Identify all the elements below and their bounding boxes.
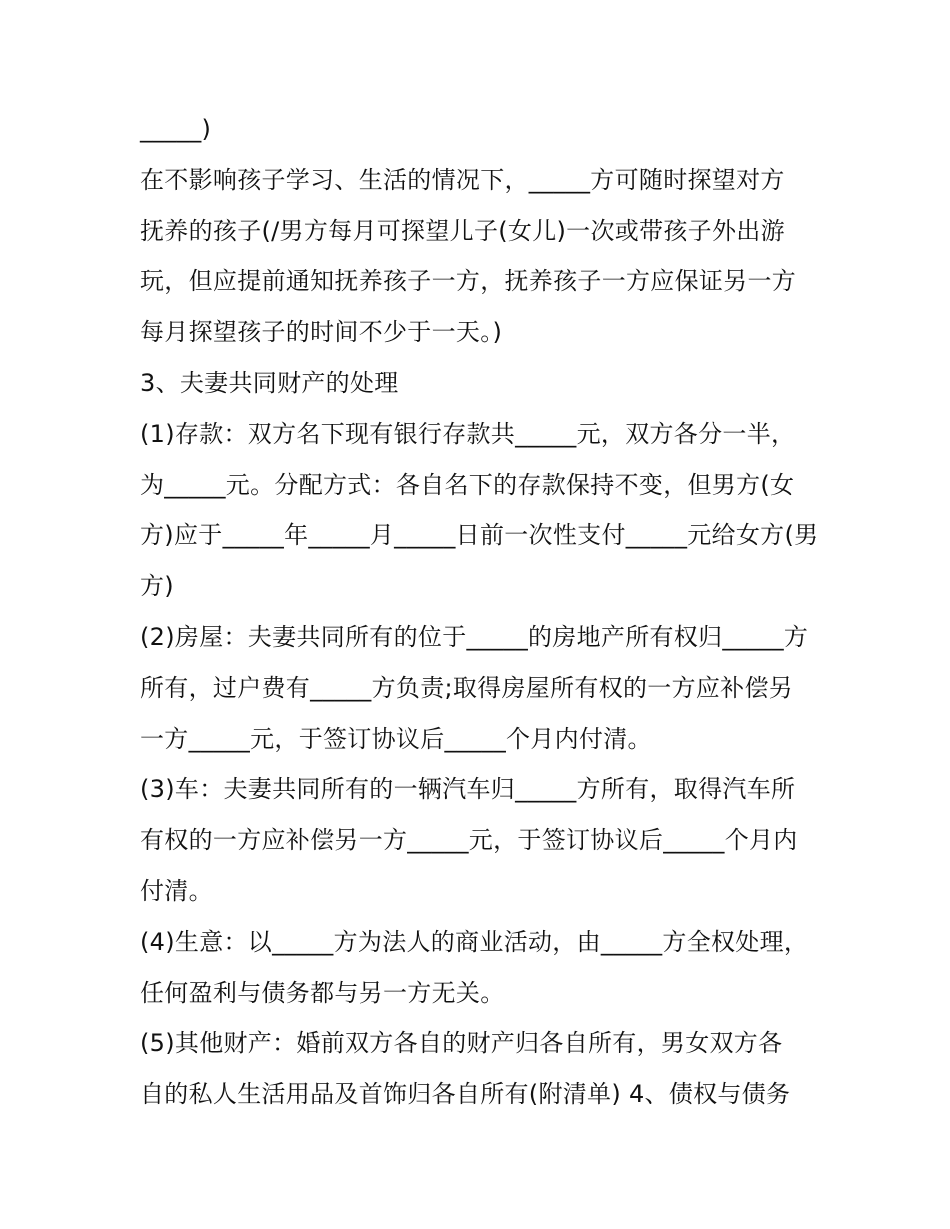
text-line: 付清。 xyxy=(140,876,213,905)
text-line: 每月探望孩子的时间不少于一天。) xyxy=(140,318,503,347)
text-line: 一方_____元，于签订协议后_____个月内付清。 xyxy=(140,724,652,753)
text-line: 方)应于_____年_____月_____日前一次性支付_____元给女方(男 xyxy=(140,521,819,550)
text-line: 方) xyxy=(140,572,174,601)
text-line: 有权的一方应补偿另一方_____元，于签订协议后_____个月内 xyxy=(140,826,798,855)
text-line: 在不影响孩子学习、生活的情况下，_____方可随时探望对方 xyxy=(140,165,785,194)
document-body xyxy=(140,104,820,1120)
text-line: (2)房屋：夫妻共同所有的位于_____的房地产所有权归_____方 xyxy=(140,622,809,651)
text-line: 抚养的孩子(/男方每月可探望儿子(女儿)一次或带孩子外出游 xyxy=(140,216,785,245)
text-line: 所有，过户费有_____方负责;取得房屋所有权的一方应补偿另 xyxy=(140,673,794,702)
text-line: _____) xyxy=(140,115,212,143)
text-line: (5)其他财产：婚前双方各自的财产归各自所有，男女双方各 xyxy=(140,1029,783,1058)
text-line: (4)生意：以_____方为法人的商业活动，由_____方全权处理， xyxy=(140,927,809,956)
text-line: 自的私人生活用品及首饰归各自所有(附清单) 4、债权与债务 xyxy=(140,1080,791,1109)
text-line: (3)车：夫妻共同所有的一辆汽车归_____方所有，取得汽车所 xyxy=(140,775,796,804)
text-line: (1)存款：双方名下现有银行存款共_____元，双方各分一半， xyxy=(140,419,796,448)
text-line: 任何盈利与债务都与另一方无关。 xyxy=(140,978,505,1007)
text-line: 为_____元。分配方式：各自名下的存款保持不变，但男方(女 xyxy=(140,470,795,499)
text-line: 玩，但应提前通知抚养孩子一方，抚养孩子一方应保证另一方 xyxy=(140,267,797,296)
section-heading: 3、夫妻共同财产的处理 xyxy=(140,368,399,397)
